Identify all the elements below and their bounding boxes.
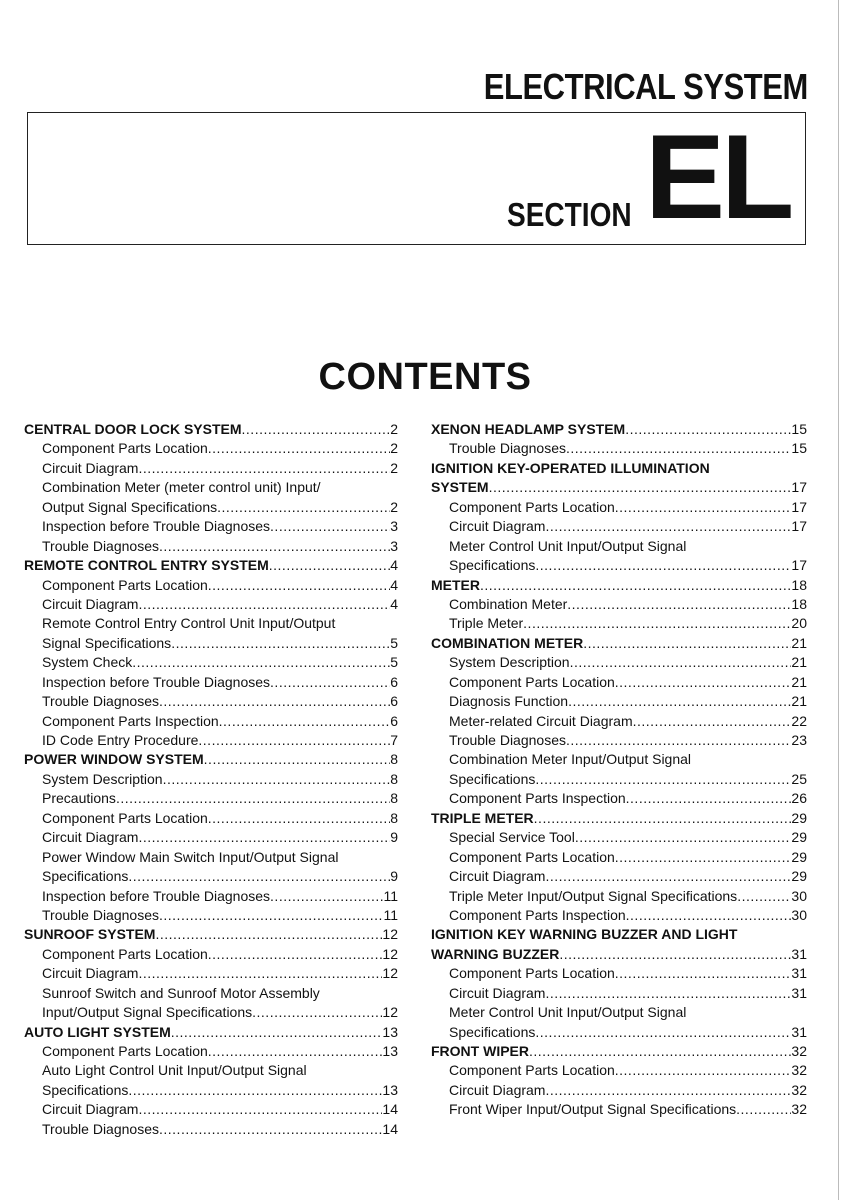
section-code: EL: [645, 110, 791, 244]
toc-page-number: 29: [791, 848, 807, 865]
toc-entry-title: Combination Meter Input/Output Signal: [449, 751, 692, 768]
toc-page-number: 25: [791, 770, 807, 787]
toc-entry-title: Circuit Diagram: [449, 868, 546, 885]
toc-dot-leader: [633, 712, 792, 731]
toc-subsection-entry[interactable]: [24, 906, 398, 925]
toc-entry-title: XENON HEADLAMP SYSTEM: [431, 421, 626, 437]
toc-page-number: 31: [791, 965, 807, 982]
toc-dot-leader: [545, 984, 791, 1003]
toc-page-number: 2: [390, 459, 398, 476]
toc-subsection-entry[interactable]: [24, 945, 398, 964]
toc-entry-title: Front Wiper Input/Output Signal Specifications: [449, 1101, 737, 1118]
toc-right-column: [431, 420, 807, 1120]
toc-entry-title: Component Parts Inspection: [449, 906, 626, 923]
toc-entry-title: SUNROOF SYSTEM: [24, 926, 156, 943]
toc-dot-leader: [559, 945, 791, 964]
toc-section-entry[interactable]: [24, 556, 398, 575]
toc-entry-title: Specifications: [449, 770, 536, 787]
toc-page-number: 8: [390, 770, 398, 787]
toc-subsection-entry[interactable]: [24, 576, 398, 595]
toc-page-number: 15: [791, 421, 807, 437]
toc-subsection-entry[interactable]: [431, 692, 807, 711]
toc-entry-title: Trouble Diagnoses: [42, 1120, 159, 1137]
toc-page-number: 8: [390, 751, 398, 768]
toc-entry-title: Triple Meter: [449, 615, 524, 632]
toc-page-number: 18: [791, 595, 807, 612]
toc-dot-leader: [523, 614, 791, 633]
toc-entry-title: Specifications: [42, 1081, 129, 1098]
toc-section-entry[interactable]: [431, 945, 807, 964]
toc-subsection-entry[interactable]: [24, 848, 398, 867]
toc-subsection-entry[interactable]: [431, 984, 807, 1003]
toc-dot-leader: [615, 1061, 792, 1080]
toc-page-number: 11: [383, 887, 398, 904]
toc-page-number: 31: [791, 984, 807, 1001]
toc-page-number: 21: [791, 693, 807, 710]
toc-dot-leader: [208, 576, 390, 595]
toc-dot-leader: [132, 653, 390, 672]
toc-subsection-entry[interactable]: [24, 1120, 398, 1139]
toc-page-number: 7: [390, 732, 398, 748]
toc-page-number: 32: [791, 1081, 807, 1098]
toc-entry-title: Component Parts Location: [42, 576, 208, 593]
toc-dot-leader: [208, 945, 383, 964]
toc-entry-title: IGNITION KEY WARNING BUZZER AND LIGHT: [431, 926, 738, 943]
toc-entry-title: Input/Output Signal Specifications: [42, 1004, 253, 1021]
toc-entry-title: Circuit Diagram: [449, 984, 546, 1001]
toc-subsection-entry[interactable]: [24, 498, 398, 517]
toc-page-number: 18: [791, 576, 807, 593]
toc-page-number: 9: [390, 868, 398, 885]
toc-entry-title: COMBINATION METER: [431, 634, 584, 651]
toc-dot-leader: [163, 770, 391, 789]
toc-entry-title: Component Parts Location: [449, 673, 615, 690]
toc-entry-title: Signal Specifications: [42, 634, 172, 651]
toc-page-number: 13: [382, 1023, 398, 1040]
toc-subsection-entry[interactable]: [431, 439, 807, 458]
toc-entry-title: Trouble Diagnoses: [449, 732, 566, 748]
toc-entry-title: Triple Meter Input/Output Signal Specifications: [449, 887, 738, 904]
toc-dot-leader: [155, 925, 382, 944]
toc-entry-title: Meter-related Circuit Diagram: [449, 712, 633, 729]
toc-entry-title: Combination Meter: [449, 595, 568, 612]
toc-dot-leader: [128, 867, 390, 886]
toc-subsection-entry[interactable]: [24, 537, 398, 556]
toc-dot-leader: [208, 439, 390, 458]
toc-dot-leader: [626, 906, 792, 925]
toc-page-number: 4: [390, 557, 398, 574]
toc-entry-title: WARNING BUZZER: [431, 945, 560, 962]
toc-subsection-entry[interactable]: [24, 478, 398, 497]
toc-subsection-entry[interactable]: [431, 828, 807, 847]
toc-subsection-entry[interactable]: [431, 770, 807, 789]
toc-entry-title: AUTO LIGHT SYSTEM: [24, 1023, 171, 1040]
toc-page-number: 2: [390, 440, 398, 457]
toc-entry-title: SYSTEM: [431, 479, 489, 496]
toc-entry-title: CENTRAL DOOR LOCK SYSTEM: [24, 421, 242, 437]
toc-page-number: 8: [390, 790, 398, 807]
toc-entry-title: Component Parts Location: [449, 965, 615, 982]
toc-subsection-entry[interactable]: [24, 984, 398, 1003]
toc-entry-title: Trouble Diagnoses: [42, 693, 159, 710]
page-edge-rule: [838, 0, 839, 1200]
toc-page-number: 17: [791, 518, 807, 535]
toc-entry-title: Power Window Main Switch Input/Output Signal: [42, 848, 339, 865]
toc-subsection-entry[interactable]: [24, 1081, 398, 1100]
toc-dot-leader: [242, 420, 391, 439]
toc-entry-title: Precautions: [42, 790, 116, 807]
toc-subsection-entry[interactable]: [431, 848, 807, 867]
toc-subsection-entry[interactable]: [431, 1100, 807, 1119]
toc-entry-title: FRONT WIPER: [431, 1043, 529, 1059]
toc-entry-title: Component Parts Location: [449, 1062, 615, 1079]
toc-page-number: 29: [791, 809, 807, 826]
toc-entry-title: Component Parts Location: [42, 440, 208, 457]
toc-subsection-entry[interactable]: [431, 595, 807, 614]
toc-section-entry[interactable]: [431, 634, 807, 653]
toc-dot-leader: [208, 809, 390, 828]
toc-subsection-entry[interactable]: [24, 439, 398, 458]
toc-subsection-entry[interactable]: [24, 964, 398, 983]
toc-dot-leader: [252, 1003, 382, 1022]
toc-dot-leader: [159, 692, 390, 711]
toc-page-number: 3: [390, 518, 398, 535]
toc-dot-leader: [128, 1081, 382, 1100]
toc-subsection-entry[interactable]: [24, 459, 398, 478]
toc-entry-title: METER: [431, 576, 480, 593]
toc-dot-leader: [159, 537, 390, 556]
toc-subsection-entry[interactable]: [431, 1061, 807, 1080]
toc-page-number: 21: [791, 654, 807, 671]
toc-dot-leader: [204, 750, 391, 769]
toc-page-number: 21: [791, 673, 807, 690]
toc-entry-title: Diagnosis Function: [449, 693, 569, 710]
toc-section-entry[interactable]: [24, 925, 398, 944]
toc-subsection-entry[interactable]: [24, 673, 398, 692]
toc-dot-leader: [217, 498, 390, 517]
toc-page-number: 13: [382, 1043, 398, 1059]
toc-section-entry[interactable]: [431, 809, 807, 828]
toc-subsection-entry[interactable]: [431, 1023, 807, 1042]
toc-section-entry[interactable]: [24, 420, 398, 439]
contents-heading: CONTENTS: [318, 356, 532, 398]
toc-page-number: 32: [791, 1101, 807, 1118]
toc-entry-title: Special Service Tool: [449, 829, 575, 846]
toc-subsection-entry[interactable]: [24, 634, 398, 653]
toc-subsection-entry[interactable]: [431, 614, 807, 633]
toc-section-entry[interactable]: [431, 459, 807, 478]
toc-page-number: 30: [791, 887, 807, 904]
toc-section-entry[interactable]: [431, 420, 807, 439]
toc-subsection-entry[interactable]: [24, 712, 398, 731]
toc-dot-leader: [534, 809, 792, 828]
toc-subsection-entry[interactable]: [431, 653, 807, 672]
toc-subsection-entry[interactable]: [24, 887, 398, 906]
toc-dot-leader: [116, 789, 390, 808]
toc-entry-title: Meter Control Unit Input/Output Signal: [449, 537, 687, 554]
toc-subsection-entry[interactable]: [431, 731, 807, 750]
toc-page-number: 26: [791, 790, 807, 807]
toc-dot-leader: [270, 887, 383, 906]
toc-entry-title: Inspection before Trouble Diagnoses: [42, 887, 271, 904]
toc-page-number: 9: [390, 829, 398, 846]
toc-subsection-entry[interactable]: [24, 867, 398, 886]
toc-dot-leader: [535, 770, 791, 789]
toc-page-number: 29: [791, 868, 807, 885]
toc-entry-title: Combination Meter (meter control unit) Input/: [42, 479, 321, 496]
toc-entry-title: Component Parts Inspection: [42, 712, 219, 729]
toc-entry-title: Trouble Diagnoses: [42, 906, 159, 923]
toc-subsection-entry[interactable]: [24, 614, 398, 633]
toc-entry-title: IGNITION KEY-OPERATED ILLUMINATION: [431, 459, 710, 476]
toc-entry-title: Component Parts Location: [449, 848, 615, 865]
toc-subsection-entry[interactable]: [431, 1081, 807, 1100]
toc-dot-leader: [138, 1100, 382, 1119]
toc-subsection-entry[interactable]: [431, 673, 807, 692]
toc-dot-leader: [568, 692, 791, 711]
toc-subsection-entry[interactable]: [24, 809, 398, 828]
toc-section-entry[interactable]: [431, 1042, 807, 1061]
toc-dot-leader: [737, 887, 791, 906]
toc-page-number: 12: [382, 945, 398, 962]
toc-dot-leader: [545, 1081, 791, 1100]
toc-dot-leader: [570, 653, 792, 672]
toc-dot-leader: [171, 1023, 383, 1042]
toc-entry-title: Specifications: [449, 1023, 536, 1040]
toc-entry-title: Trouble Diagnoses: [42, 537, 159, 554]
toc-dot-leader: [545, 867, 791, 886]
toc-section-entry[interactable]: [24, 1023, 398, 1042]
toc-dot-leader: [615, 498, 792, 517]
toc-dot-leader: [615, 848, 792, 867]
toc-entry-title: Component Parts Inspection: [449, 790, 626, 807]
toc-page-number: 32: [791, 1062, 807, 1079]
toc-page-number: 12: [382, 965, 398, 982]
toc-subsection-entry[interactable]: [431, 1003, 807, 1022]
toc-subsection-entry[interactable]: [24, 770, 398, 789]
toc-subsection-entry[interactable]: [24, 1061, 398, 1080]
toc-section-entry[interactable]: [24, 750, 398, 769]
toc-page-number: 6: [390, 673, 398, 690]
toc-dot-leader: [535, 1023, 791, 1042]
toc-page-number: 32: [791, 1043, 807, 1059]
toc-dot-leader: [269, 556, 390, 575]
toc-subsection-entry[interactable]: [24, 731, 398, 750]
toc-page-number: 4: [390, 576, 398, 593]
toc-subsection-entry[interactable]: [24, 517, 398, 536]
document-title: ELECTRICAL SYSTEM: [483, 66, 808, 107]
toc-dot-leader: [575, 828, 792, 847]
toc-subsection-entry[interactable]: [24, 1003, 398, 1022]
toc-dot-leader: [138, 459, 390, 478]
toc-subsection-entry[interactable]: [24, 1100, 398, 1119]
toc-entry-title: Sunroof Switch and Sunroof Motor Assembly: [42, 984, 320, 1001]
toc-entry-title: Circuit Diagram: [42, 965, 139, 982]
toc-dot-leader: [159, 906, 383, 925]
toc-page-number: 2: [390, 498, 398, 515]
toc-section-entry[interactable]: [431, 576, 807, 595]
toc-subsection-entry[interactable]: [24, 1042, 398, 1061]
toc-entry-title: Component Parts Location: [42, 1043, 208, 1059]
toc-page-number: 12: [382, 1004, 398, 1021]
toc-subsection-entry[interactable]: [24, 828, 398, 847]
toc-page-number: 5: [390, 634, 398, 651]
toc-dot-leader: [566, 439, 791, 458]
toc-entry-title: Circuit Diagram: [42, 595, 139, 612]
toc-entry-title: Component Parts Location: [42, 809, 208, 826]
toc-subsection-entry[interactable]: [24, 595, 398, 614]
toc-page-number: 17: [791, 498, 807, 515]
toc-dot-leader: [208, 1042, 383, 1061]
toc-dot-leader: [625, 420, 791, 439]
toc-page-number: 20: [791, 615, 807, 632]
toc-page-number: 31: [791, 945, 807, 962]
toc-dot-leader: [545, 517, 791, 536]
toc-page-number: 21: [791, 634, 807, 651]
toc-entry-title: TRIPLE METER: [431, 809, 534, 826]
toc-dot-leader: [615, 964, 792, 983]
toc-entry-title: Output Signal Specifications: [42, 498, 218, 515]
toc-subsection-entry[interactable]: [431, 537, 807, 556]
toc-subsection-entry[interactable]: [431, 887, 807, 906]
toc-dot-leader: [489, 478, 792, 497]
toc-dot-leader: [583, 634, 791, 653]
toc-left-column: [24, 420, 398, 1139]
toc-dot-leader: [138, 964, 382, 983]
toc-page-number: 6: [390, 712, 398, 729]
toc-subsection-entry[interactable]: [431, 712, 807, 731]
toc-dot-leader: [566, 731, 791, 750]
toc-entry-title: POWER WINDOW SYSTEM: [24, 751, 204, 768]
toc-page-number: 30: [791, 906, 807, 923]
toc-page-number: 31: [791, 1023, 807, 1040]
toc-page-number: 11: [383, 906, 398, 923]
toc-subsection-entry[interactable]: [431, 867, 807, 886]
toc-entry-title: Circuit Diagram: [449, 518, 546, 535]
toc-entry-title: Inspection before Trouble Diagnoses: [42, 518, 271, 535]
toc-subsection-entry[interactable]: [24, 692, 398, 711]
toc-dot-leader: [736, 1100, 791, 1119]
toc-dot-leader: [567, 595, 791, 614]
toc-entry-title: REMOTE CONTROL ENTRY SYSTEM: [24, 557, 269, 574]
toc-page-number: 3: [390, 537, 398, 554]
toc-section-entry[interactable]: [431, 925, 807, 944]
section-label: SECTION: [507, 196, 632, 233]
toc-dot-leader: [529, 1042, 791, 1061]
toc-dot-leader: [138, 828, 390, 847]
toc-page-number: 13: [382, 1081, 398, 1098]
toc-page-number: 23: [791, 732, 807, 748]
toc-dot-leader: [480, 576, 791, 595]
toc-subsection-entry[interactable]: [431, 750, 807, 769]
toc-entry-title: Circuit Diagram: [42, 459, 139, 476]
toc-entry-title: Remote Control Entry Control Unit Input/Output: [42, 615, 336, 632]
section-box: [27, 112, 806, 245]
toc-subsection-entry[interactable]: [431, 517, 807, 536]
toc-subsection-entry[interactable]: [431, 498, 807, 517]
toc-dot-leader: [535, 556, 791, 575]
toc-entry-title: Circuit Diagram: [449, 1081, 546, 1098]
toc-subsection-entry[interactable]: [431, 789, 807, 808]
toc-page-number: 17: [791, 557, 807, 574]
toc-dot-leader: [171, 634, 390, 653]
toc-page-number: 8: [390, 809, 398, 826]
toc-page-number: 15: [791, 440, 807, 457]
toc-entry-title: Component Parts Location: [42, 945, 208, 962]
toc-subsection-entry[interactable]: [24, 653, 398, 672]
toc-entry-title: System Check: [42, 654, 133, 671]
toc-dot-leader: [270, 517, 390, 536]
toc-entry-title: ID Code Entry Procedure: [42, 732, 199, 748]
toc-entry-title: Auto Light Control Unit Input/Output Signal: [42, 1062, 307, 1079]
toc-entry-title: Specifications: [42, 868, 129, 885]
toc-dot-leader: [270, 673, 390, 692]
toc-entry-title: Specifications: [449, 557, 536, 574]
toc-page-number: 12: [382, 926, 398, 943]
toc-page-number: 22: [791, 712, 807, 729]
toc-dot-leader: [219, 712, 391, 731]
toc-page-number: 29: [791, 829, 807, 846]
toc-page-number: 2: [390, 421, 398, 437]
toc-entry-title: Meter Control Unit Input/Output Signal: [449, 1004, 687, 1021]
toc-section-entry[interactable]: [431, 478, 807, 497]
toc-page-number: 17: [791, 479, 807, 496]
toc-entry-title: Component Parts Location: [449, 498, 615, 515]
toc-entry-title: Trouble Diagnoses: [449, 440, 566, 457]
toc-subsection-entry[interactable]: [431, 906, 807, 925]
toc-dot-leader: [198, 731, 390, 750]
toc-dot-leader: [138, 595, 390, 614]
toc-page-number: 4: [390, 595, 398, 612]
toc-entry-title: System Description: [42, 770, 163, 787]
toc-subsection-entry[interactable]: [431, 964, 807, 983]
toc-dot-leader: [626, 789, 792, 808]
toc-subsection-entry[interactable]: [431, 556, 807, 575]
toc-dot-leader: [159, 1120, 382, 1139]
toc-page-number: 6: [390, 693, 398, 710]
toc-entry-title: Inspection before Trouble Diagnoses: [42, 673, 271, 690]
toc-page-number: 14: [382, 1120, 398, 1137]
toc-subsection-entry[interactable]: [24, 789, 398, 808]
toc-entry-title: Circuit Diagram: [42, 829, 139, 846]
toc-entry-title: System Description: [449, 654, 570, 671]
toc-page-number: 14: [382, 1101, 398, 1118]
toc-entry-title: Circuit Diagram: [42, 1101, 139, 1118]
toc-dot-leader: [615, 673, 792, 692]
toc-page-number: 5: [390, 654, 398, 671]
